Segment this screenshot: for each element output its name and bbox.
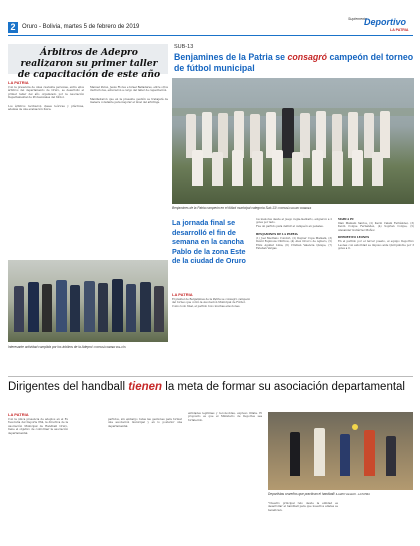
left-photo-caption-text: Interesante actividad cumplida por los árbitros de la Adepro/ bbox=[8, 345, 93, 349]
left-source: LA PATRIA bbox=[8, 80, 29, 85]
bottom-headline-part2: la meta de formar su asociación departamental bbox=[165, 381, 405, 393]
edition-line: Oruro - Bolivia, martes 5 de febrero de 2019 bbox=[22, 24, 140, 30]
bottom-col-4: "Nuestro principal reto desde la entidad es desarrollar el handball para que nuestros atletas se beneficien. bbox=[268, 502, 338, 512]
right-col-c bbox=[338, 218, 414, 372]
right-article bbox=[172, 42, 414, 372]
right-col-a bbox=[172, 298, 250, 372]
roster-text: (1) Joel Medrano Condori, (2) Dayner Copa Mamani, (3) David Espinoza Chirinos, (4) Alex Orozco de Agüero, (5) Elvis Aguilar Lima, (6) Cristian Valencia Quispe, (7) Esteban Vargas. bbox=[256, 236, 332, 251]
bottom-photo-credit: ILLARIO VALLEJO - LA PATRIA bbox=[335, 493, 370, 496]
right-headline-part1: Benjamines de la Patria se bbox=[174, 52, 285, 62]
supplement-sub: LA PATRIA bbox=[390, 28, 409, 32]
roster-heading: BENJAMINES DE LA PATRIA bbox=[256, 232, 298, 236]
right-col-c-heading-2: DEPORTIVO LEONES bbox=[338, 236, 370, 240]
supplement-logo bbox=[340, 16, 412, 40]
bottom-headline-part1: Dirigentes del handball bbox=[8, 381, 125, 393]
left-photo-caption bbox=[8, 345, 168, 349]
right-headline-highlight: consagró bbox=[287, 52, 328, 62]
bottom-article bbox=[8, 376, 413, 540]
left-col-1-p1: Con la presencia de unas cuarenta personas, entre ellos árbitros del departamento de Oruro, se desarrolló el primer taller del año organizado por la Asociación Departamental de Profesionales del fútbol. bbox=[8, 86, 84, 100]
team-photo bbox=[172, 78, 414, 204]
right-col-c-text-2: En el partido por el tercer puesto, el equipo Deportivo Leones con autoridad se impuso ante Quirquinche por 3 goles a 0. bbox=[338, 240, 414, 251]
page-number: 2 bbox=[8, 22, 18, 33]
right-col-b bbox=[256, 218, 332, 372]
right-photo-caption bbox=[172, 206, 414, 210]
right-col-b-p1: los menores desde el juego regla-mentario, exigieron a 2 goles por lado. bbox=[256, 218, 332, 225]
bottom-col-2: partidos, sin embargo todas las gestiones para formar una asociación municipal y en lo posterior una departamental. bbox=[108, 418, 182, 428]
left-col-2-p2: Manifestaron que en la presente gestión se trabajará de manera constante para mejorar el nivel del arbitraje. bbox=[90, 97, 168, 105]
bottom-source: LA PATRIA bbox=[8, 412, 29, 417]
bottom-top-rule bbox=[8, 376, 413, 377]
bottom-col-1: Con la única presencia de adeptos en el Ex Tesorería del Deporte 864, la directiva de la Asociación Municipal de Handball Oruro, tiene el objetivo de conformar la asociación departamental. bbox=[8, 418, 68, 435]
left-photo-credit: CORTESÍA WEBER MALLÓN bbox=[93, 346, 126, 349]
right-headline-part2: campeón del torneo de fútbol municipal bbox=[174, 52, 414, 73]
right-headline bbox=[174, 52, 414, 74]
left-col-1-p2: Los árbitros recibieron clases teóricas y prácticas, además de una evaluación física. bbox=[8, 104, 84, 112]
right-col-a-p2: Como todo final, el partido tuvo muchas emociones. bbox=[172, 305, 241, 309]
right-photo-credit: CORTESÍA MAURO PAREDES bbox=[277, 207, 312, 210]
left-col-1 bbox=[8, 86, 84, 258]
left-headline: Árbitros de Adepro realizaron su primer taller de capacitación de este año bbox=[17, 47, 161, 80]
bottom-headline bbox=[8, 380, 413, 394]
bottom-photo-caption-text: Deportistas orureños que practican el handball/ bbox=[268, 492, 335, 496]
left-col-2 bbox=[90, 86, 168, 258]
bottom-headline-highlight: tienen bbox=[128, 381, 163, 393]
right-col-b-p2: Fue un partido para definir el campeón en penales. bbox=[256, 225, 324, 229]
left-col-2-p1: Manuel Pérez, Jesús Flores e Israel Balladares, entre otros instructores, estuvieron a cargo del taller de capacitación. bbox=[90, 86, 168, 93]
right-col-c-text-1: Ilian Mamani Santos, (2) Kevin Calani Fernández, (3) Kevin Colque Fernández, (4) Soprian Colque, (5) Alexander Gutiérrez Muñoz. bbox=[338, 222, 414, 232]
right-col-a-p1: El plantel de Benjamines de la Patria se consagró campeón del torneo que contó la Asociación Municipal de Fútbol. bbox=[172, 298, 250, 305]
bottom-col-3: entidades legítimas y reconocidas, expresó Ollata. El propósito es que el Ministerio de Deportes sea fortalecido. bbox=[188, 412, 262, 422]
supplement-small: Suplemento bbox=[348, 17, 368, 21]
page-header bbox=[0, 6, 420, 42]
supplement-title: Deportivo bbox=[364, 17, 407, 27]
right-source: LA PATRIA bbox=[172, 292, 193, 297]
right-photo-caption-text: Benjamines de la Patria campeón en el fútbol municipal categoría Sub-13/ bbox=[172, 206, 277, 210]
left-article bbox=[8, 42, 168, 372]
pull-quote: La jornada final se desarrolló el fin de semana en la cancha Pablo de la zona Este de la ciudad de Oruro bbox=[172, 218, 246, 266]
right-col-c-heading-1: MARCA PC bbox=[338, 218, 355, 221]
header-rule bbox=[8, 35, 413, 36]
handball-photo bbox=[268, 412, 413, 490]
right-kicker: SUB-13 bbox=[174, 44, 194, 50]
bottom-photo-caption bbox=[268, 492, 413, 496]
referees-photo bbox=[8, 260, 168, 342]
